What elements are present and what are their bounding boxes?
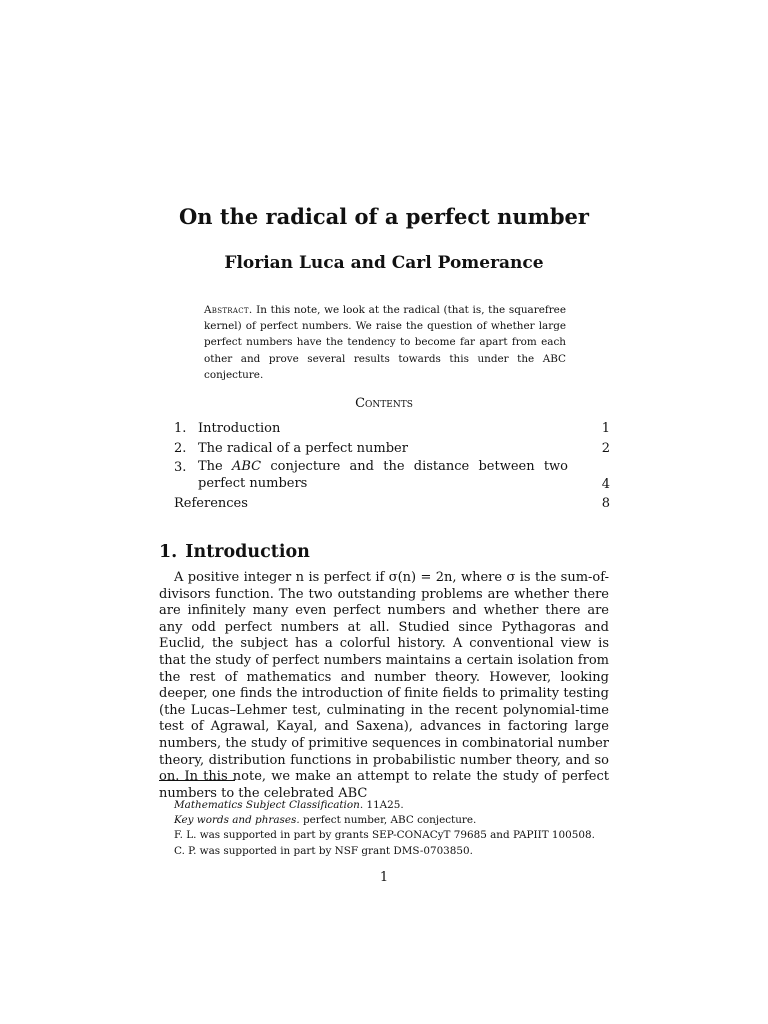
abstract-label: Abstract. xyxy=(204,304,253,316)
footnote-rule xyxy=(159,780,235,781)
abstract xyxy=(204,302,566,383)
table-of-contents xyxy=(174,419,610,514)
section-title: Introduction xyxy=(185,542,310,562)
footnotes xyxy=(174,798,614,859)
toc-entry-page: 2 xyxy=(601,440,610,456)
toc-entry-page: 4 xyxy=(601,477,610,492)
toc-entry-abc-conjecture[interactable] xyxy=(174,458,610,494)
toc-entry-number: 2. xyxy=(174,440,187,456)
toc-entry-page: 1 xyxy=(601,421,610,436)
paper-title: On the radical of a perfect number xyxy=(179,204,589,229)
toc-entry-references[interactable] xyxy=(174,494,610,514)
toc-entry-title: References xyxy=(174,496,248,511)
toc-entry-title: The radical of a perfect number xyxy=(198,440,408,456)
toc-entry-page: 8 xyxy=(601,496,610,511)
paper-authors: Florian Luca and Carl Pomerance xyxy=(224,253,544,273)
introduction-paragraph: A positive integer n is perfect if σ(n) = 2n, where σ is the sum-of-divisors function. The two outstanding problems are whether there are infinitely many even perfect numbers and whether there are any odd perfect numbers at all. Studied since Pythagoras and Euclid, the subject has a colorful history. A conventional view is that the study of perfect numbers maintains a certain isolation from the rest of mathematics and number theory. However, looking deeper, one finds the introduction of finite fields to primality testing (the Lucas–Lehmer test, culminating in the recent polynomial-time test of Agrawal, Kayal, and Saxena), advances in factoring large numbers, the study of primitive sequences in combinatorial number theory, distribution functions in probabilistic number theory, and so on. In this note, we make an attempt to relate the study of perfect numbers to the celebrated ABC xyxy=(159,570,609,801)
toc-entry-number: 1. xyxy=(174,421,187,436)
footnote-support-fl: F. L. was supported in part by grants SEP-CONACyT 79685 and PAPIIT 100508. xyxy=(174,829,595,842)
toc-entry-radical[interactable] xyxy=(174,439,610,459)
footnote-keywords: Key words and phrases. perfect number, ABC conjecture. xyxy=(174,814,477,827)
toc-entry-number: 3. xyxy=(174,460,187,475)
abstract-text: In this note, we look at the radical (that is, the squarefree kernel) of perfect numbers. We raise the question of whether large perfect numbers have the tendency to become far apart from each other and prove several results towards this under the ABC conjecture. xyxy=(204,304,566,381)
footnote-msc: Mathematics Subject Classification. 11A25. xyxy=(174,799,404,811)
contents-heading: Contents xyxy=(355,396,413,411)
toc-entry-title: The ABC conjecture and the distance between two perfect numbers xyxy=(198,459,568,491)
toc-entry-title: Introduction xyxy=(198,421,281,436)
section-number: 1. xyxy=(159,542,178,562)
section-heading-introduction xyxy=(159,540,310,564)
footnote-support-cp: C. P. was supported in part by NSF grant DMS-0703850. xyxy=(174,844,473,857)
page-number: 1 xyxy=(379,870,389,885)
toc-entry-introduction[interactable] xyxy=(174,419,610,439)
